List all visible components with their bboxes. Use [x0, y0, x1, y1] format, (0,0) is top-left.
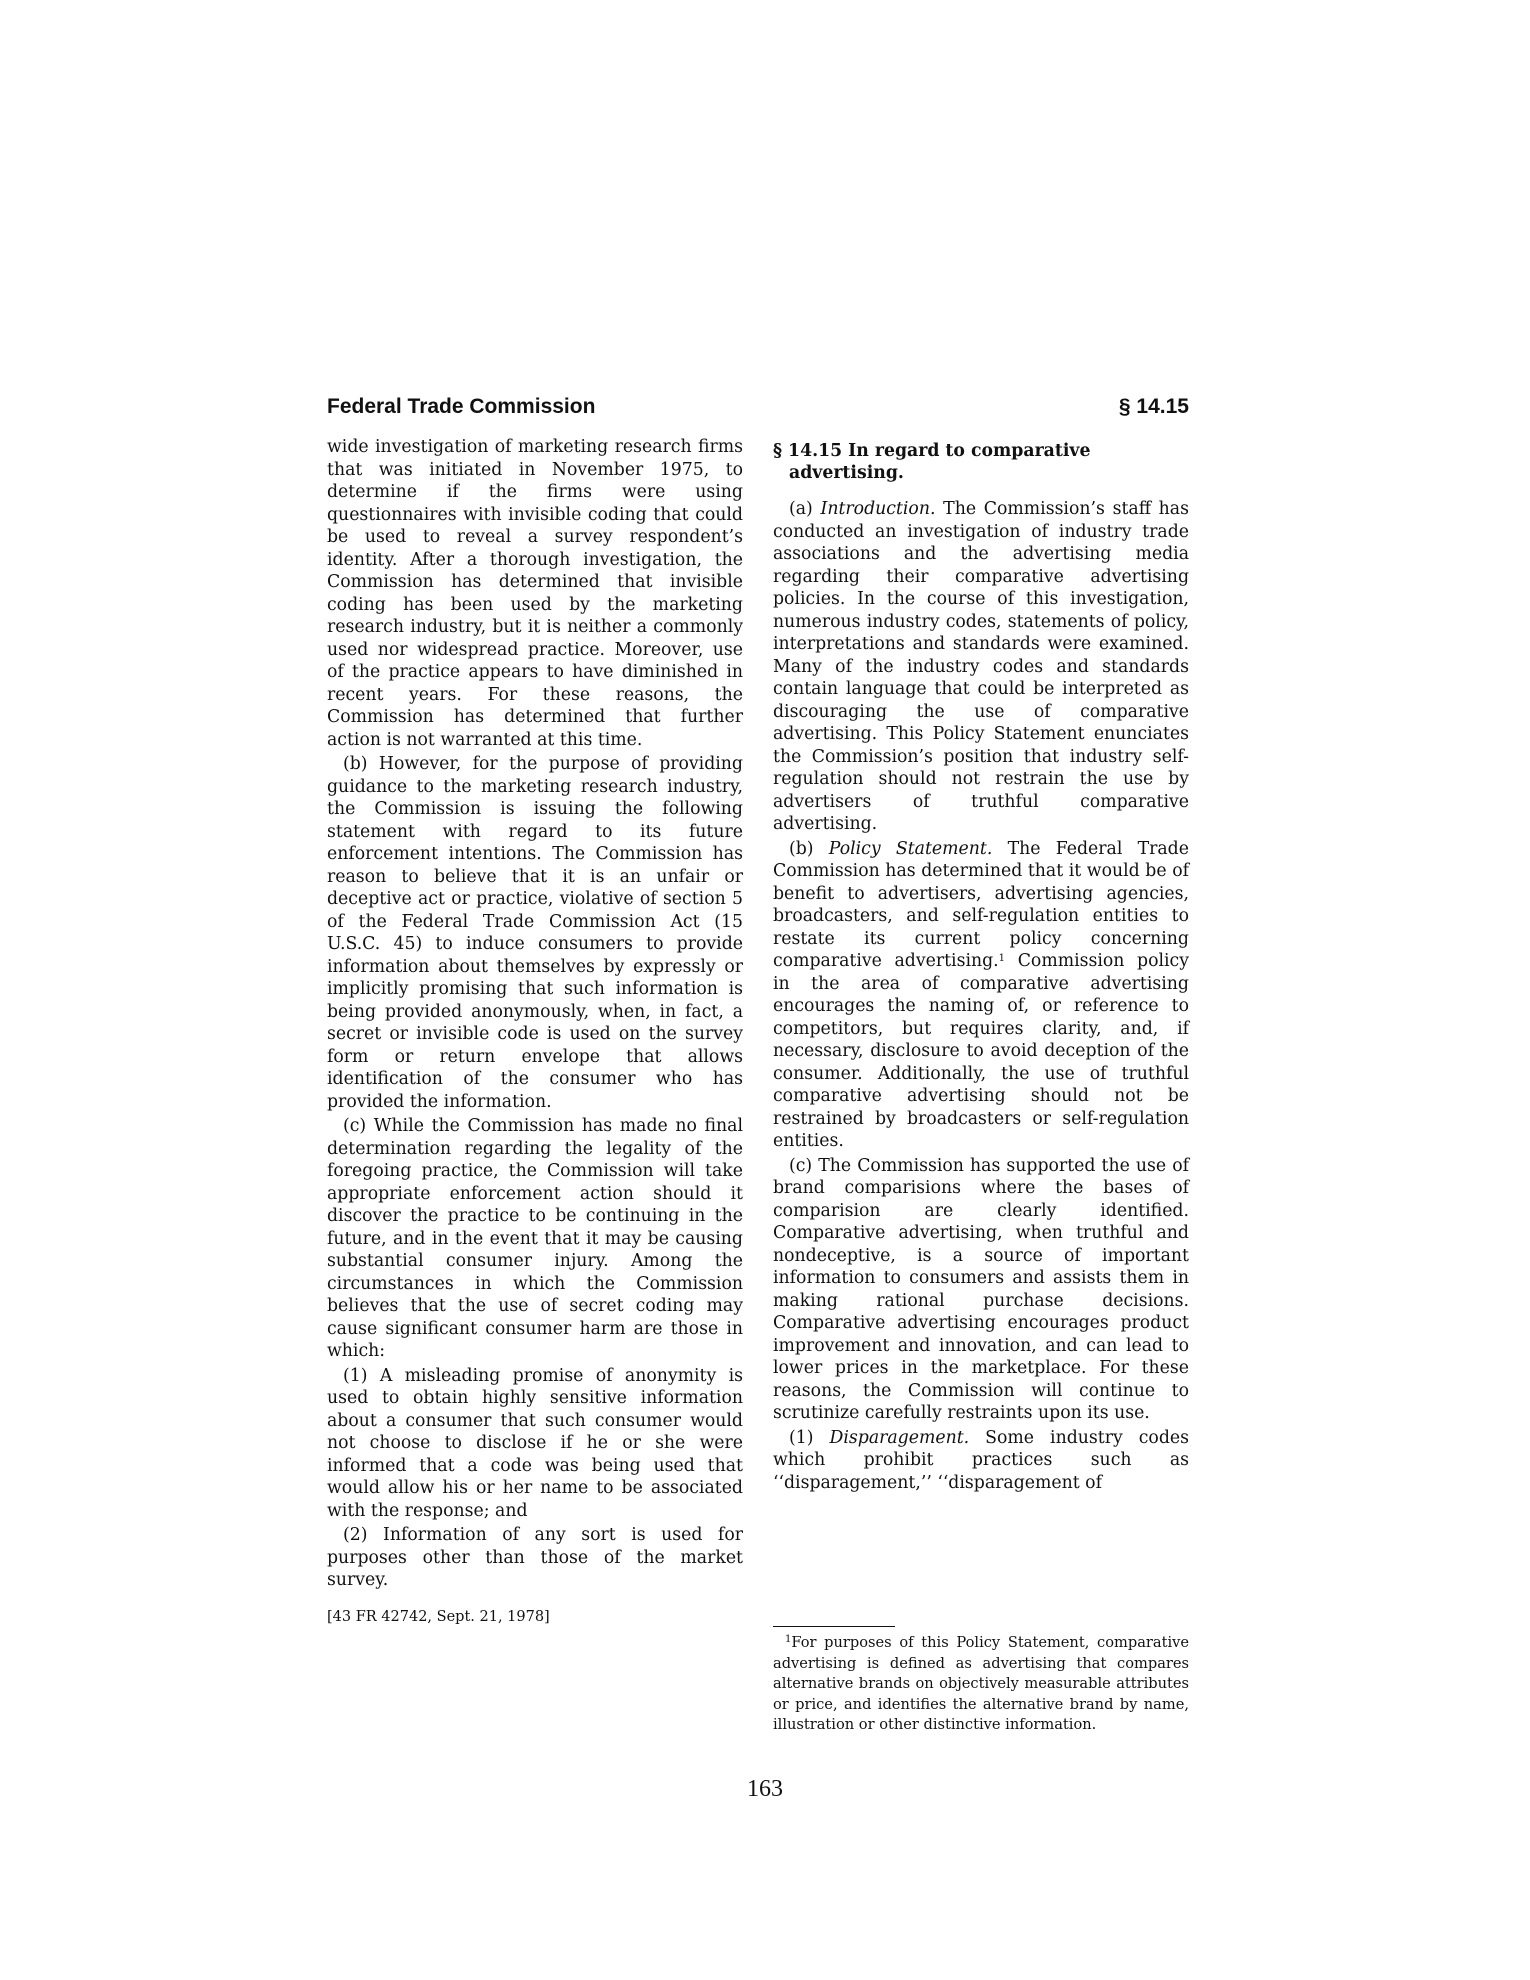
citation: [43 FR 42742, Sept. 21, 1978] — [327, 1608, 550, 1625]
footnote-text: For purposes of this Policy Statement, comparative advertising is defined as advertising that compares alternative brands on objectively measurable attributes or price, and identifies the alternative brand by name, illustration or other distinctive information. — [773, 1634, 1189, 1733]
paragraph-title: Disparagement. — [829, 1427, 970, 1448]
section-number: § 14.15 — [1118, 395, 1189, 418]
paragraph-label: (b) — [789, 838, 814, 859]
paragraph-text: Commission policy in the area of comparative advertising encourages the naming of, or reference to competitors, but requires clarity, and, if necessary, disclosure to avoid deception of the consumer. Additionally, the use of truthful comparative advertising should not be restrained by broadcasters or self-regulation entities. — [773, 951, 1190, 1151]
paragraph-title: Introduction. — [820, 499, 936, 519]
right-column — [773, 436, 1189, 1496]
footnote-divider — [773, 1626, 895, 1627]
paragraph-label: (a) — [789, 499, 813, 519]
paragraph: (1) A misleading promise of anonymity is used to obtain highly sensitive information about a consumer that such consumer would not choose to disclose if he or she were informed that a code was being used that would allow his or her name to be associated with the response; and — [327, 1365, 743, 1521]
paragraph: wide investigation of marketing research firms that was initiated in November 1975, to determine if the firms were using questionnaires with invisible coding that could be used to reveal a survey respondent’s identity. After a thorough investigation, the Commission has determined that invisible coding has been used by the marketing research industry, but it is neither a commonly used nor widespread practice. Moreover, use of the practice appears to have diminished in recent years. For these reasons, the Commission has determined that further action is not warranted at this time. — [327, 437, 743, 750]
left-column — [327, 436, 743, 1628]
page-number: 163 — [747, 1776, 783, 1802]
paragraph-text: The Federal Trade Commission has determined that it would be of benefit to advertisers, advertising agencies, broadcasters, and self-regulation entities to restate its current policy concerning comparative advertising. — [773, 838, 1189, 971]
paragraph-text: The Commission’s staff has conducted an investigation of industry trade associations and the advertising media regarding their comparative advertising policies. In the course of this investigation, numerous industry codes, statements of policy, interpretations and standards were examined. Many of the industry codes and standards contain language that could be interpreted as discouraging the use of comparative advertising. This Policy Statement enunciates the Commission’s position that industry self-regulation should not restrain the use by advertisers of truthful comparative advertising. — [773, 499, 1189, 834]
paragraph-title: Policy Statement. — [828, 838, 993, 859]
paragraph-label: (1) — [789, 1427, 814, 1448]
paragraph-text: Some industry codes which prohibit practices such as ‘‘disparagement,’’ ‘‘disparagement of — [773, 1427, 1189, 1493]
paragraph: (b) However, for the purpose of providing guidance to the marketing research industry, the Commission is issuing the following statement with regard to its future enforcement intentions. The Commission has reason to believe that it is an unfair or deceptive act or practice, violative of section 5 of the Federal Trade Commission Act (15 U.S.C. 45) to induce consumers to provide information about themselves by expressly or implicitly promising that such information is being provided anonymously, when, in fact, a secret or invisible code is used on the survey form or return envelope that allows identification of the consumer who has provided the information. — [327, 754, 743, 1112]
running-header — [327, 392, 1189, 422]
footnote — [773, 1633, 1189, 1736]
paragraph: (2) Information of any sort is used for purposes other than those of the market survey. — [327, 1525, 743, 1590]
footnote-marker: 1 — [785, 1634, 792, 1645]
paragraph-introduction — [773, 498, 1189, 836]
paragraph: (c) The Commission has supported the use of brand comparisions where the bases of comparision are clearly identified. Comparative advertising, when truthful and nondeceptive, is a source of important information to consumers and assists them in making rational purchase decisions. Comparative advertising encourages product improvement and innovation, and can lead to lower prices in the marketplace. For these reasons, the Commission will continue to scrutinize carefully restraints upon its use. — [773, 1155, 1189, 1423]
paragraph: (c) While the Commission has made no final determination regarding the legality of the foregoing practice, the Commission will take appropriate enforcement action should it discover the practice to be continuing in the future, and in the event that it may be causing substantial consumer injury. Among the circumstances in which the Commission believes that the use of secret coding may cause significant consumer harm are those in which: — [327, 1116, 743, 1361]
footnote-reference: 1 — [998, 953, 1006, 964]
agency-title: Federal Trade Commission — [327, 395, 596, 418]
section-heading: § 14.15 In regard to comparative advertising. — [773, 441, 1091, 483]
paragraph-policy-statement — [773, 838, 1189, 1153]
paragraph-disparagement — [773, 1427, 1189, 1495]
